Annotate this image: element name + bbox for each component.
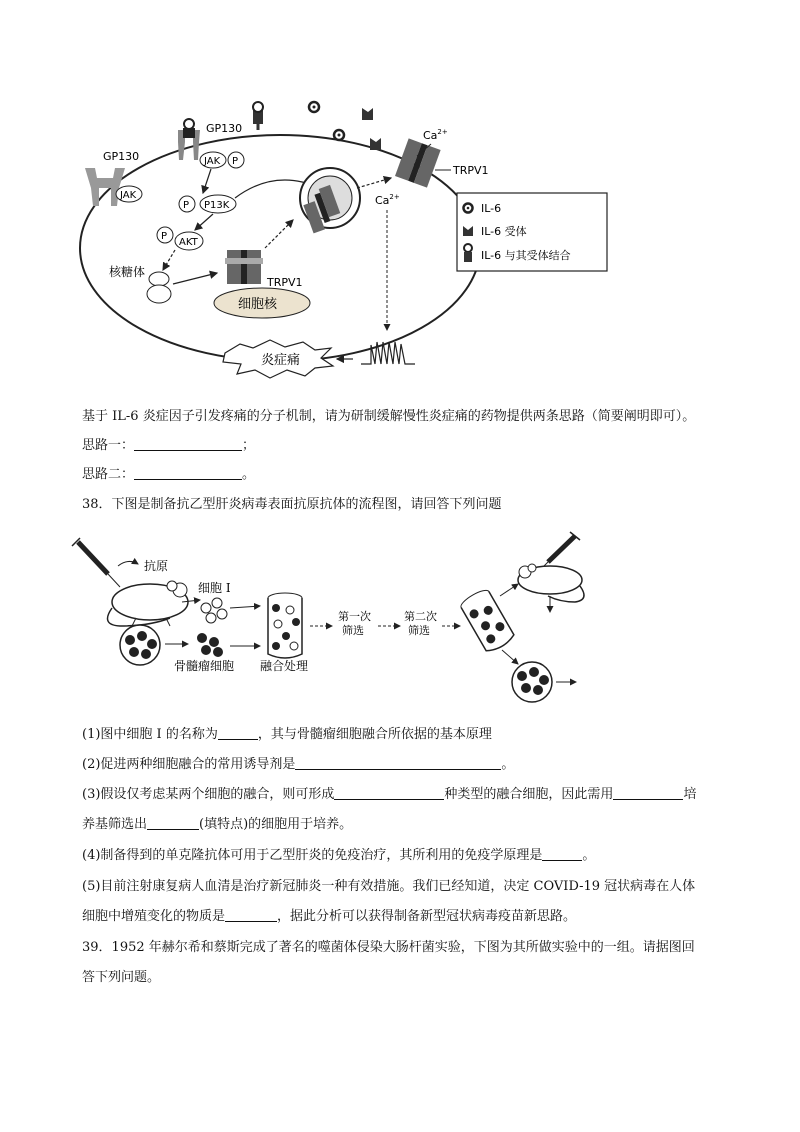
myeloma-label: 骨髓瘤细胞: [174, 659, 235, 673]
q38-q1: [82, 725, 492, 745]
p1-label: P: [232, 156, 239, 167]
ca-in-label: $Ca^{2+}$: [375, 193, 400, 207]
myeloma-cells: [197, 633, 223, 657]
il6-dot-icon: [334, 130, 344, 140]
q4-text-a: (4)制备得到的单克隆抗体可用于乙型肝炎的免疫治疗，其所利用的免疫学原理是: [82, 848, 543, 863]
q3-text-e: (填特点)的细胞用于培养。: [199, 817, 353, 832]
q38-q5: (5)目前注射康复病人血清是治疗新冠肺炎一种有效措施。我们已经知道，决定 COVID-19 冠状病毒在人体: [82, 879, 696, 894]
myeloma-dish: [120, 625, 160, 665]
legend-bound: IL-6 与其受体结合: [481, 249, 571, 262]
q5-text-c: ，据此分析可以获得制备新型冠状病毒疫苗新思路。: [277, 909, 577, 924]
mouse-icon-right: [518, 564, 584, 602]
q38-q4: [82, 846, 595, 866]
idea2-answer-blank[interactable]: [134, 465, 242, 480]
idea2-label: 思路二：: [82, 467, 135, 482]
q3-text-c: 培: [683, 787, 697, 802]
q1-answer-blank[interactable]: [218, 725, 258, 740]
bound-receptor-icon: [253, 102, 263, 130]
idea1-label: 思路一：: [82, 438, 135, 453]
il6-dot-icon: [309, 102, 319, 112]
legend-receptor: IL-6 受体: [481, 225, 527, 238]
trpv1-membrane-label: TRPV1: [453, 164, 489, 177]
q39-line1: 39．1952 年赫尔希和蔡斯完成了著名的噬菌体侵染大肠杆菌实验，下图为其所做实验中的一组。请据图回: [82, 940, 695, 955]
p13k-label: P13K: [204, 200, 230, 211]
antigen-label: 抗原: [144, 559, 169, 573]
syringe-icon: [72, 538, 120, 587]
q37-intro: 基于 IL-6 炎症因子引发疼痛的分子机制，请为研制缓解慢性炎症痛的药物提供两条思路（简要阐明即可）。: [82, 409, 696, 424]
gp130-left-label: GP130: [103, 150, 140, 163]
q5-text-b: 细胞中增殖变化的物质是: [82, 909, 226, 924]
idea2-end: 。: [242, 467, 256, 482]
q38-q3: [82, 785, 696, 805]
screen2-label-a: 第二次: [404, 610, 437, 623]
gp130-top-label: GP130: [206, 122, 243, 135]
p2-label: P: [183, 200, 190, 211]
screen2-label-b: 筛选: [408, 624, 430, 637]
cell1-group: [201, 598, 227, 623]
fusion-tube: [268, 593, 302, 658]
jak-top-label: JAK: [204, 156, 221, 167]
trpv1-inner-label: TRPV1: [267, 276, 303, 289]
q2-text-a: (2)促进两种细胞融合的常用诱导剂是: [82, 757, 296, 772]
selected-tube: [459, 587, 516, 654]
trpv1-channel-membrane: [395, 138, 441, 187]
q38-q2: [82, 755, 514, 775]
gp130-receptor-top: [178, 119, 200, 160]
q1-text-a: (1)图中细胞 I 的名称为: [82, 727, 218, 742]
q4-answer-blank[interactable]: [542, 846, 582, 861]
pain-burst: [223, 340, 333, 378]
q2-text-b: 。: [501, 757, 515, 772]
akt-label: AKT: [179, 237, 198, 248]
il6-mechanism-figure: [75, 98, 615, 380]
receptor-icon: [370, 138, 381, 150]
trpv1-channel-inner: [225, 250, 263, 284]
legend-il6: IL-6: [481, 202, 502, 215]
idea1-answer-blank[interactable]: [134, 436, 242, 451]
q4-text-b: 。: [582, 848, 596, 863]
screen1-label-a: 第一次: [338, 610, 371, 623]
q37-idea1: [82, 436, 255, 456]
ca-out-label: $Ca^{2+}$: [423, 128, 448, 142]
vesicle-trpv1: [300, 168, 360, 233]
q3-text-a: (3)假设仅考虑某两个细胞的融合，则可形成: [82, 787, 335, 802]
q38-title: 38．下图是制备抗乙型肝炎病毒表面抗原抗体的流程图，请回答下列问题: [82, 497, 502, 512]
screen1-label-b: 筛选: [342, 624, 364, 637]
q38-q3-cont: [82, 815, 352, 835]
q39-line2: 答下列问题。: [82, 970, 161, 985]
idea1-end: ；: [242, 438, 256, 453]
nucleus-label: 细胞核: [238, 297, 278, 312]
q1-text-b: ，其与骨髓瘤细胞融合所依据的基本原理: [257, 727, 492, 742]
q2-answer-blank[interactable]: [295, 755, 501, 770]
ribosome-label: 核糖体: [109, 265, 146, 279]
q5-answer-blank[interactable]: [225, 907, 277, 922]
q38-q5-cont: [82, 907, 576, 927]
receptor-icon: [362, 108, 373, 120]
cell1-label: 细胞 I: [198, 581, 231, 595]
q37-idea2: [82, 465, 255, 485]
culture-dish-right: [512, 662, 552, 702]
monoclonal-antibody-figure: [70, 530, 590, 710]
q3-text-b: 种类型的融合细胞，因此需用: [444, 787, 614, 802]
q3-text-d: 养基筛选出: [82, 817, 148, 832]
pain-label: 炎症痛: [261, 353, 301, 368]
q3-answer-blank-2[interactable]: [613, 785, 683, 800]
ribosome-icon: [147, 272, 171, 303]
q3-answer-blank-1[interactable]: [334, 785, 444, 800]
p3-label: P: [161, 231, 168, 242]
legend-box: [457, 193, 607, 271]
action-potential-spikes: [361, 342, 415, 364]
mouse-icon: [108, 581, 189, 626]
gp130-receptor-left: [85, 168, 125, 206]
q3-answer-blank-3[interactable]: [147, 815, 199, 830]
fusion-label: 融合处理: [260, 659, 309, 673]
jak-left-label: JAK: [120, 190, 137, 201]
